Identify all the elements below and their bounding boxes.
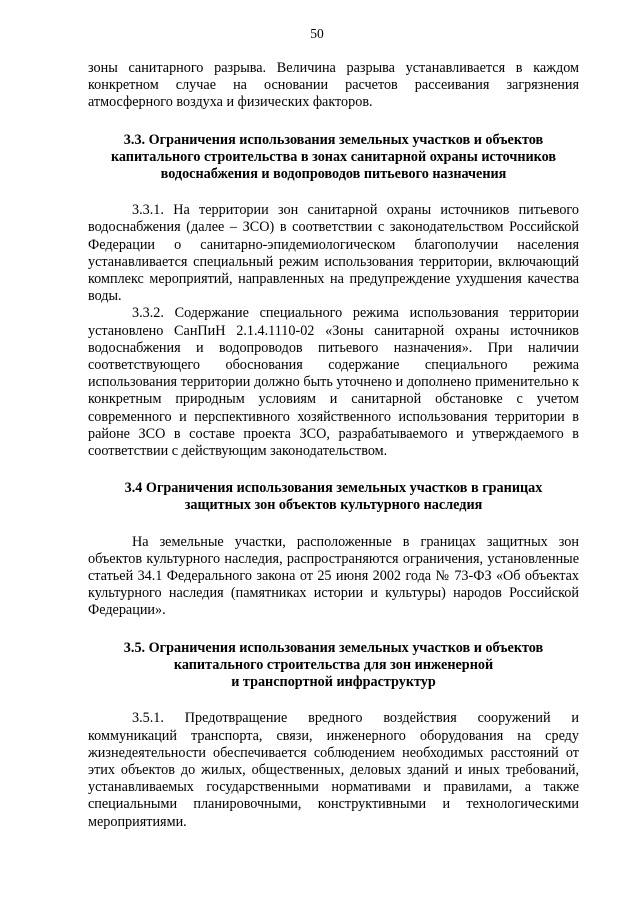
intro-paragraph: зоны санитарного разрыва. Величина разрыва устанавливается в каждом конкретном случае на основании расчетов рассеивания загрязнения атмосферного воздуха и физических факторов.: [88, 60, 579, 111]
heading-line: и транспортной инфраструктур: [231, 674, 436, 691]
paragraph-3-4: На земельные участки, расположенные в границах защитных зон объектов культурного наследия, распространяются ограничения, установленные статьей 34.1 Федерального закона от 25 июня 2002 года № 73-ФЗ «Об объектах культурного наследия (памятниках истории и культуры) народов Российской Федерации».: [88, 533, 579, 619]
page-number: 50: [310, 26, 324, 41]
paragraph-3-5-1: 3.5.1. Предотвращение вредного воздействия сооружений и коммуникаций транспорта, связи, инженерного оборудования на среду жизнедеятельности обеспечивается соблюдением необходимых расстояний от этих объектов до жилых, общественных, деловых зданий и иных требований, устанавливаемых государственными нормативами и правилами, а также специальными планировочными, конструктивными и технологическими мероприятиями.: [88, 710, 579, 830]
heading-line: водоснабжения и водопроводов питьевого назначения: [160, 166, 507, 183]
section-heading-3-4: [88, 480, 579, 514]
paragraph-3-3-1: 3.3.1. На территории зон санитарной охраны источников питьевого водоснабжения (далее – ЗСО) в соответствии с законодательством Российской Федерации о санитарно-эпидемиологическом благополучии населения устанавливается специальный режим использования территории, включающий комплекс мероприятий, направленных на предупреждение ухудшения качества воды.: [88, 202, 579, 305]
heading-line: 3.5. Ограничения использования земельных участков и объектов: [123, 639, 544, 656]
section-heading-3-3: [88, 132, 579, 184]
heading-line: капитального строительства в зонах санитарной охраны источников: [110, 148, 557, 165]
heading-line: капитального строительства для зон инженерной: [173, 656, 494, 673]
section-heading-3-5: [88, 640, 579, 692]
heading-line: 3.3. Ограничения использования земельных участков и объектов: [123, 131, 544, 148]
heading-line: защитных зон объектов культурного наследия: [184, 497, 483, 514]
paragraph-3-3-2: 3.3.2. Содержание специального режима использования территории установлено СанПиН 2.1.4.1110-02 «Зоны санитарной охраны источников водоснабжения и водопроводов питьевого назначения». При наличии соответствующего обоснования содержание специального режима использования территории должно быть уточнено и дополнено применительно к конкретным природным условиям и санитарной обстановке с учетом современного и перспективного хозяйственного использования территории в районе ЗСО в составе проекта ЗСО, разрабатываемого и утверждаемого в соответствии с действующим законодательством.: [88, 305, 579, 460]
document-body: [88, 60, 579, 831]
heading-line: 3.4 Ограничения использования земельных участков в границах: [124, 480, 543, 497]
